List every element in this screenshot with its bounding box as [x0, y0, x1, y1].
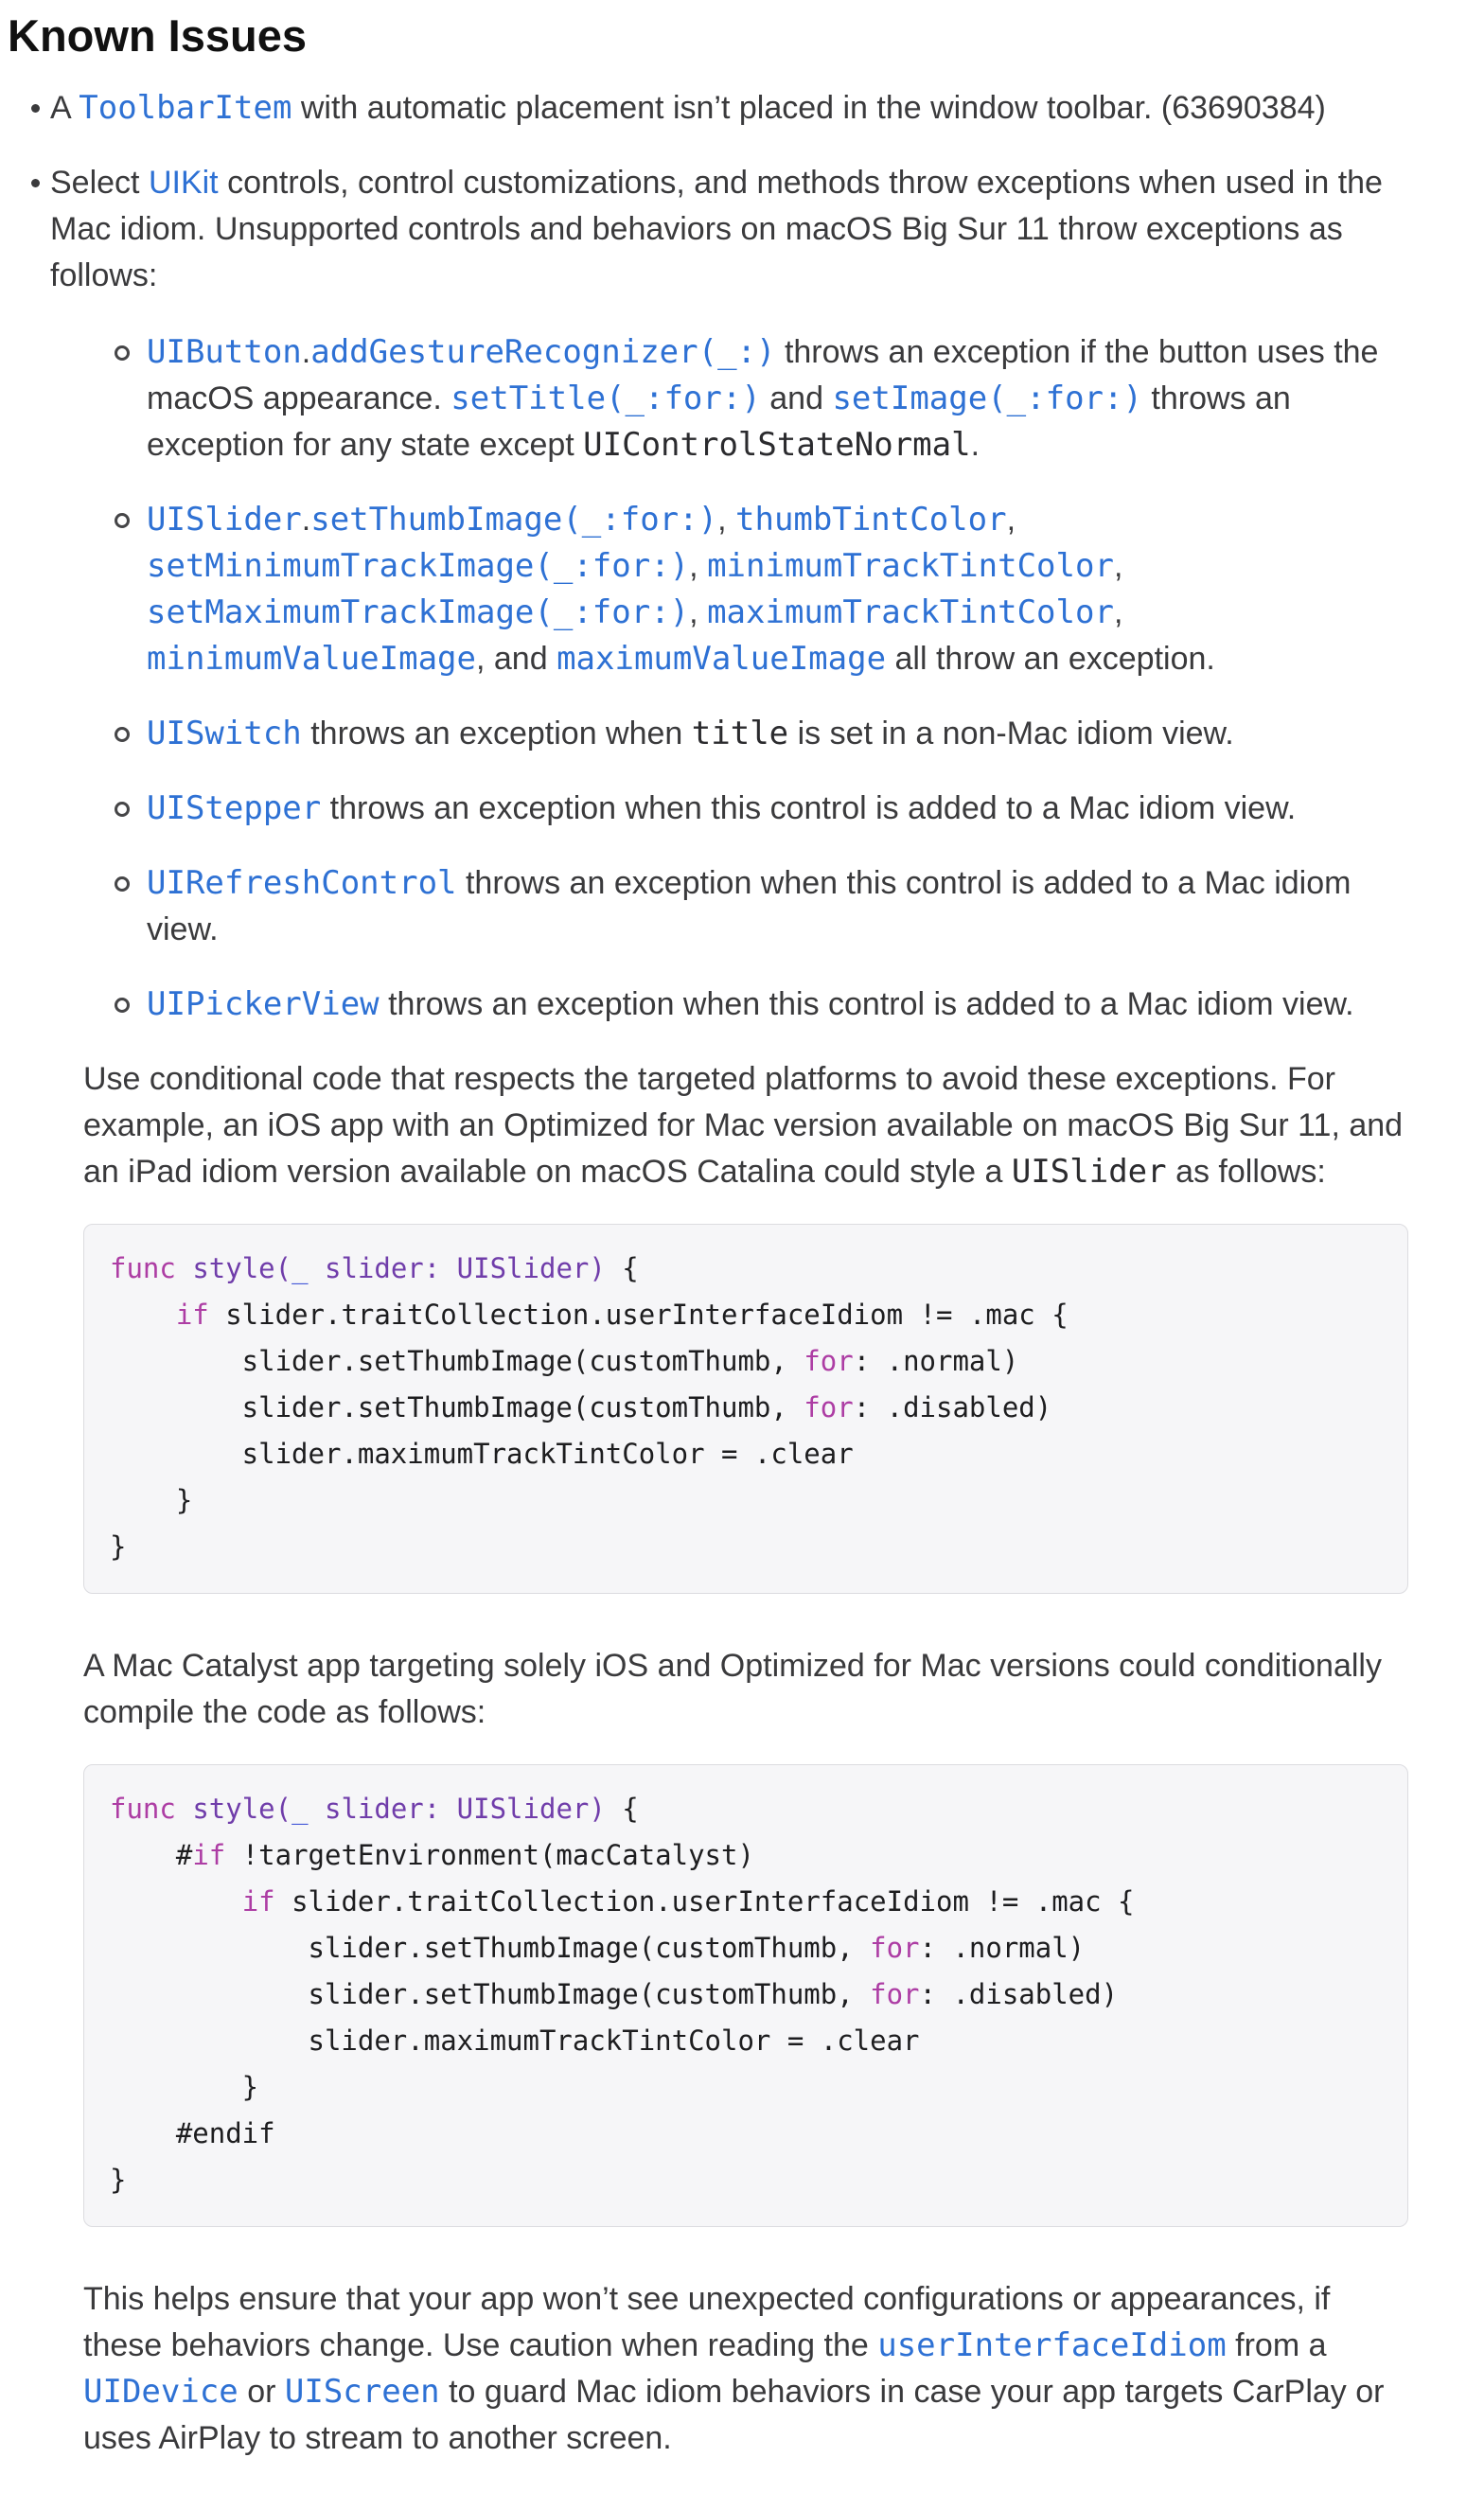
code-line — [110, 1971, 1383, 2018]
text-segment: throws an exception when this control is added to a Mac idiom view. — [379, 986, 1354, 1022]
code-token — [176, 1793, 192, 1825]
code-token — [176, 1252, 192, 1284]
uikit-exceptions-sublist — [50, 329, 1408, 1028]
text-segment: or — [238, 2374, 285, 2410]
code-line — [110, 1879, 1383, 1925]
text-segment: A Mac Catalyst app targeting solely iOS and Optimized for Mac versions could conditionally compile the code as follows: — [83, 1648, 1382, 1730]
text-segment: from a — [1226, 2327, 1327, 2363]
sublist-item-text — [147, 786, 1408, 832]
code-link[interactable]: UIPickerView — [147, 985, 380, 1023]
text-segment: , — [689, 594, 708, 630]
code-token-decl: slider: UISlider) — [308, 1252, 606, 1284]
text-segment: to guard Mac idiom behaviors in case your app targets CarPlay or uses AirPlay to stream to another screen. — [83, 2374, 1385, 2456]
text-segment: throws an exception when this control is added to a Mac idiom view. — [147, 865, 1352, 947]
code-token-param: _ — [292, 1793, 309, 1825]
code-token: #endif — [110, 2117, 275, 2149]
sublist-item-text — [147, 860, 1408, 953]
code-link[interactable]: addGestureRecognizer(_:) — [310, 333, 776, 371]
code-link[interactable]: UIDevice — [83, 2373, 238, 2411]
paragraph-helps-ensure — [83, 2276, 1408, 2462]
text-segment: This helps ensure that your app won’t see unexpected configurations or appearances, if these behaviors change. Use caution when reading the — [83, 2281, 1331, 2363]
text-segment: . — [301, 334, 311, 370]
code-line — [110, 1431, 1383, 1477]
sublist-item-uipickerview — [50, 981, 1408, 1028]
text-segment: , — [689, 548, 708, 584]
code-line — [110, 1524, 1383, 1570]
text-segment: . — [301, 502, 311, 538]
text-segment: Use conditional code that respects the targeted platforms to avoid these exceptions. For example, an iOS app with an Optimized for Mac version available on macOS Big Sur 11, and an iPad idiom version available on macOS Catalina could style a — [83, 1061, 1404, 1190]
code-link[interactable]: UIRefreshControl — [147, 864, 457, 902]
code-token: slider.setThumbImage(customThumb, — [110, 1345, 804, 1377]
text-segment: all throw an exception. — [886, 641, 1215, 677]
text-segment: and — [760, 380, 833, 416]
issue-text — [50, 160, 1408, 299]
text-segment: controls, control customizations, and methods throw exceptions when used in the Mac idiom. Unsupported controls and behaviors on macOS Big Sur 11 throw exceptions as follows: — [50, 165, 1383, 293]
code-token-kw: func — [110, 1793, 176, 1825]
code-token-decl: style( — [192, 1793, 292, 1825]
code-link[interactable]: setMinimumTrackImage(_:for:) — [147, 547, 690, 585]
code-line — [110, 1832, 1383, 1879]
code-line — [110, 1786, 1383, 1832]
inline-code: UIControlStateNormal — [583, 426, 971, 464]
code-line — [110, 2018, 1383, 2064]
code-token — [110, 1299, 176, 1331]
code-token: { — [605, 1793, 639, 1825]
code-link[interactable]: UIScreen — [284, 2373, 440, 2411]
issue-item-toolbaritem — [8, 85, 1408, 132]
code-link[interactable]: UIButton — [147, 333, 302, 371]
sublist-item-uirefreshcontrol — [50, 860, 1408, 953]
code-token-kw: func — [110, 1252, 176, 1284]
code-line — [110, 1925, 1383, 1971]
sublist-item-text — [147, 329, 1408, 469]
code-line — [110, 2064, 1383, 2111]
code-token: } — [110, 2071, 259, 2103]
code-link[interactable]: UISlider — [147, 501, 302, 539]
code-link[interactable]: minimumTrackTintColor — [707, 547, 1114, 585]
code-line — [110, 2157, 1383, 2203]
sublist-item-text — [147, 981, 1408, 1028]
code-token: slider.setThumbImage(customThumb, — [110, 1391, 804, 1423]
text-segment: is set in a non-Mac idiom view. — [788, 716, 1234, 751]
code-link[interactable]: setImage(_:for:) — [832, 380, 1142, 417]
code-token: slider.setThumbImage(customThumb, — [110, 1978, 871, 2010]
code-line — [110, 2111, 1383, 2157]
code-token-kw: if — [175, 1299, 209, 1331]
text-segment: A — [50, 90, 80, 126]
text-segment: , — [1006, 502, 1016, 538]
code-line — [110, 1385, 1383, 1431]
text-segment: throws an exception when this control is added to a Mac idiom view. — [321, 790, 1297, 826]
code-token: : .normal) — [919, 1932, 1086, 1964]
sublist-item-uibutton — [50, 329, 1408, 469]
code-token: : .normal) — [853, 1345, 1019, 1377]
sublist-item-text — [147, 497, 1408, 682]
code-token: slider.maximumTrackTintColor = .clear — [110, 2024, 920, 2057]
text-segment: , and — [476, 641, 557, 677]
code-token — [110, 1885, 242, 1918]
code-block-conditional-compile — [83, 1764, 1408, 2227]
code-token: # — [110, 1839, 193, 1871]
text-link[interactable]: UIKit — [148, 165, 219, 201]
code-token: : .disabled) — [919, 1978, 1119, 2010]
sublist-item-uiswitch — [50, 711, 1408, 757]
code-link[interactable]: setTitle(_:for:) — [450, 380, 761, 417]
code-link[interactable]: maximumValueImage — [556, 640, 887, 678]
code-token-kw: for — [870, 1978, 920, 2010]
text-segment: . — [970, 427, 980, 463]
code-token-kw: for — [804, 1345, 854, 1377]
code-token-kw: if — [192, 1839, 226, 1871]
code-token: { — [605, 1252, 639, 1284]
paragraph-conditional-code — [83, 1056, 1408, 1195]
code-token-kw: if — [241, 1885, 275, 1918]
code-token: } — [110, 1484, 193, 1516]
code-link[interactable]: setThumbImage(_:for:) — [310, 501, 718, 539]
text-segment: Select — [50, 165, 149, 201]
code-token: slider.setThumbImage(customThumb, — [110, 1932, 871, 1964]
text-segment: , — [1113, 548, 1123, 584]
code-block-uislider-style — [83, 1224, 1408, 1594]
sublist-item-uistepper — [50, 786, 1408, 832]
text-segment: , — [1113, 594, 1123, 630]
code-line — [110, 1246, 1383, 1292]
sublist-item-text — [147, 711, 1408, 757]
paragraph-mac-catalyst — [83, 1643, 1408, 1736]
text-segment: with automatic placement isn’t placed in the window toolbar. (63690384) — [292, 90, 1326, 126]
code-token-decl: slider: UISlider) — [308, 1793, 606, 1825]
text-segment: throws an exception when — [301, 716, 692, 751]
code-line — [110, 1338, 1383, 1385]
code-token: slider.traitCollection.userInterfaceIdiom != .mac { — [274, 1885, 1135, 1918]
code-link[interactable]: setMaximumTrackImage(_:for:) — [147, 593, 690, 631]
code-link[interactable]: userInterfaceIdiom — [877, 2326, 1227, 2364]
code-token-kw: for — [804, 1391, 854, 1423]
sublist-item-uislider — [50, 497, 1408, 682]
code-token: slider.traitCollection.userInterfaceIdiom != .mac { — [208, 1299, 1069, 1331]
code-link[interactable]: maximumTrackTintColor — [707, 593, 1114, 631]
code-token-param: _ — [292, 1252, 309, 1284]
text-segment: throws an exception for any state except — [147, 380, 1291, 463]
code-token-decl: style( — [192, 1252, 292, 1284]
code-token: !targetEnvironment(macCatalyst) — [225, 1839, 754, 1871]
inline-code: title — [691, 715, 789, 752]
code-link[interactable]: ToolbarItem — [79, 89, 292, 127]
code-line — [110, 1477, 1383, 1524]
code-link[interactable]: minimumValueImage — [147, 640, 476, 678]
code-link[interactable]: thumbTintColor — [735, 501, 1007, 539]
issue-item-uikit-controls — [8, 160, 1408, 1028]
known-issues-list — [8, 85, 1408, 1028]
item-body — [83, 1056, 1408, 2462]
text-segment: , — [717, 502, 735, 538]
text-segment: as follows: — [1166, 1154, 1326, 1190]
code-token: : .disabled) — [853, 1391, 1052, 1423]
code-line — [110, 1292, 1383, 1338]
page-title: Known Issues — [8, 10, 308, 61]
text-segment: throws an exception if the button uses the macOS appearance. — [147, 334, 1379, 416]
code-link[interactable]: UIStepper — [147, 789, 322, 827]
inline-code: UISlider — [1011, 1153, 1167, 1191]
code-token: slider.maximumTrackTintColor = .clear — [110, 1438, 854, 1470]
code-token-kw: for — [870, 1932, 920, 1964]
code-token: } — [110, 2164, 127, 2196]
code-link[interactable]: UISwitch — [147, 715, 302, 752]
code-token: } — [110, 1530, 127, 1563]
issue-text — [50, 85, 1408, 132]
